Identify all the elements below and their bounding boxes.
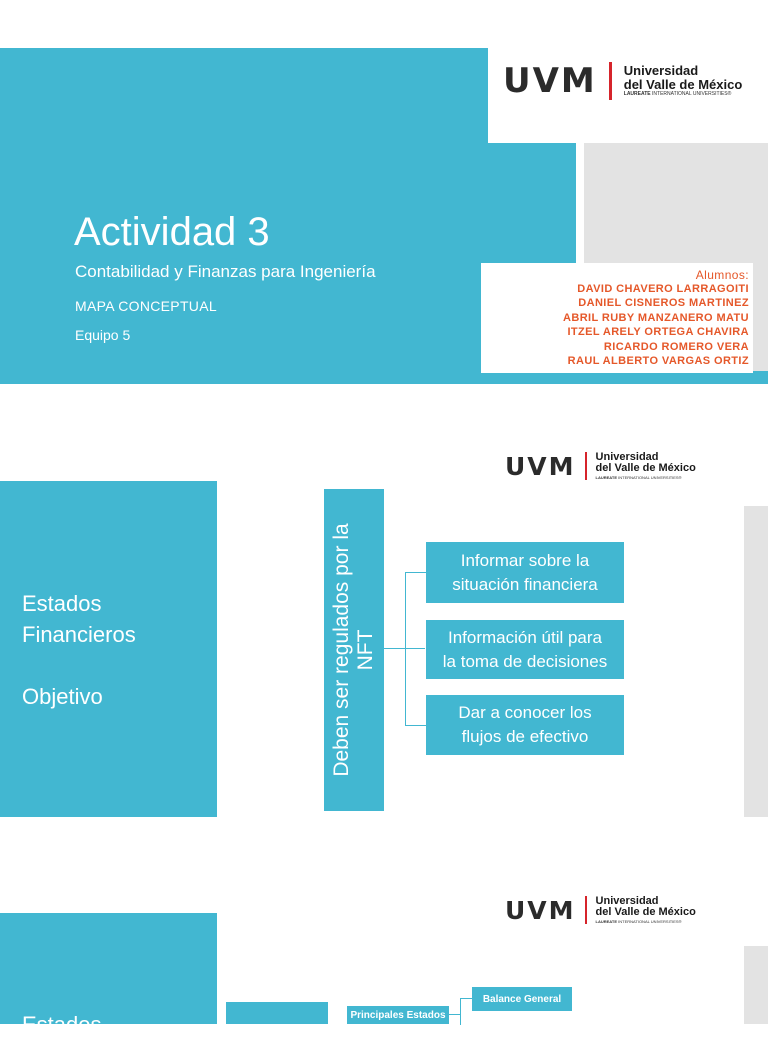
objective-text [458, 701, 591, 749]
vertical-line1: Deben ser regulados por la [330, 523, 353, 777]
logo-line2: del Valle de México [623, 76, 743, 92]
student-name: DANIEL CISNEROS MARTINEZ [578, 297, 749, 310]
objective-box-1 [426, 542, 624, 603]
objective-line: situación financiera [452, 574, 598, 594]
slide2-gray-strip [744, 506, 768, 817]
logo-line2: del Valle de México [595, 462, 696, 475]
logo-line3 [596, 475, 696, 481]
objective-text [443, 626, 607, 674]
objective-line: Dar a conocer los [458, 703, 592, 722]
left-spacer [22, 650, 136, 681]
slide1-uvm-logo [503, 58, 742, 104]
slide3-balance-box: Balance General [472, 987, 572, 1011]
vertical-line2: NFT [354, 629, 377, 671]
uvm-logo-mark: UVM [503, 61, 597, 101]
logo-intl: INTERNATIONAL UNIVERSITIES® [650, 91, 732, 98]
logo-text [596, 452, 696, 481]
slide1-map-label: MAPA CONCEPTUAL [75, 298, 217, 314]
logo-divider [585, 896, 587, 924]
student-name: RAUL ALBERTO VARGAS ORTIZ [567, 355, 749, 368]
slide1-subtitle: Contabilidad y Finanzas para Ingeniería [75, 262, 376, 281]
objective-text [452, 549, 598, 597]
left-line-estados: Estados [22, 591, 102, 616]
slide2-left-text [22, 588, 136, 712]
logo-intl: INTERNATIONAL UNIVERSITIES® [617, 918, 682, 924]
slide2-uvm-logo [505, 446, 696, 486]
connector-bracket [405, 572, 426, 726]
slide3-mid-box [226, 1002, 328, 1024]
vertical-regulation-text [330, 523, 378, 776]
logo-line2: del Valle de México [595, 906, 696, 919]
logo-intl: INTERNATIONAL UNIVERSITIES® [617, 474, 682, 480]
students-label: Alumnos: [695, 267, 749, 282]
logo-divider [585, 452, 587, 480]
logo-laureate: LAUREATE [595, 918, 618, 924]
logo-line1: Universidad [623, 62, 699, 78]
student-name: DAVID CHAVERO LARRAGOITI [577, 282, 749, 295]
slide1-title: Actividad 3 [74, 210, 270, 254]
logo-laureate: LAUREATE [623, 91, 651, 98]
student-name: ITZEL ARELY ORTEGA CHAVIRA [567, 326, 749, 339]
vertical-regulation-box [324, 489, 384, 811]
uvm-logo-mark: UVM [505, 895, 576, 925]
uvm-logo-mark: UVM [505, 451, 576, 481]
objective-line: la toma de decisiones [442, 651, 608, 671]
slide3-uvm-logo [505, 890, 696, 930]
logo-line1: Universidad [595, 450, 659, 463]
slide3-gray-strip [744, 946, 768, 1024]
logo-line3 [624, 91, 743, 98]
slide3-left-text: Estados [22, 1012, 102, 1037]
objective-box-2 [426, 620, 624, 679]
logo-divider [609, 62, 612, 100]
connector-middle [405, 648, 425, 649]
left-line-objetivo: Objetivo [22, 684, 103, 709]
objective-line: Informar sobre la [460, 550, 590, 570]
slide3-connector [449, 1014, 460, 1015]
logo-text [624, 64, 743, 98]
left-line-financieros: Financieros [22, 622, 136, 647]
logo-text [596, 896, 696, 925]
student-name: RICARDO ROMERO VERA [603, 340, 749, 353]
objective-box-3 [426, 695, 624, 755]
connector-main [384, 648, 405, 649]
logo-laureate: LAUREATE [595, 474, 618, 480]
students-box [481, 263, 753, 373]
slide1-team: Equipo 5 [75, 327, 131, 343]
logo-line1: Universidad [595, 894, 659, 907]
slide3-principales-box: Principales Estados [347, 1006, 449, 1024]
objective-line: Información útil para [447, 627, 603, 647]
logo-line3 [596, 919, 696, 925]
objective-line: flujos de efectivo [461, 727, 589, 746]
student-name: ABRIL RUBY MANZANERO MATU [563, 311, 749, 324]
slide3-left-panel [0, 913, 217, 1024]
